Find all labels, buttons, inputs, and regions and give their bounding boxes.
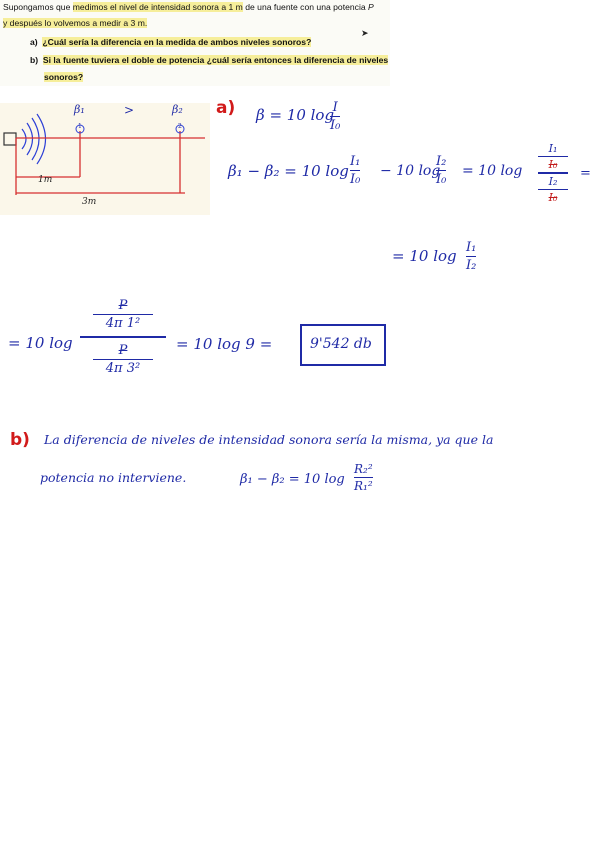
- equals-sign: =: [580, 166, 591, 181]
- question-text: Si la fuente tuviera el doble de potencia ¿cuál sería entonces la diferencia de niveles: [42, 55, 389, 65]
- problem-highlight: medimos el nivel de intensidad sonora a 1 m: [72, 2, 243, 12]
- question-label: b): [30, 55, 39, 65]
- level-formula: β = 10 log: [256, 106, 335, 124]
- problem-text: de una fuente con una potencia: [242, 2, 369, 12]
- power-symbol: P: [368, 2, 374, 12]
- fraction-numerator: I₁: [466, 240, 477, 255]
- power-numerator: P: [118, 298, 128, 313]
- minus-log-term: − 10 log: [380, 163, 441, 179]
- fraction-denominator: I₀: [350, 172, 361, 187]
- log-nine: = 10 log 9 =: [176, 335, 273, 353]
- fraction-i1-over-i0: [350, 154, 360, 187]
- mouse-cursor-icon: ➤: [361, 28, 369, 38]
- result-value: 9'542 db: [310, 336, 372, 352]
- problem-highlight: y después lo volvemos a medir a 3 m.: [3, 18, 148, 28]
- greater-than-sign: >: [124, 103, 135, 117]
- fraction-denominator: I₀: [548, 158, 558, 171]
- area-denominator: 4π 3²: [105, 361, 141, 376]
- log-line-3: = 10 log: [8, 334, 73, 352]
- log-line-2: = 10 log: [392, 247, 457, 265]
- point1-number: 1: [78, 123, 82, 130]
- question-b-cont: [44, 71, 83, 83]
- fraction-i1-over-i2: [466, 240, 476, 273]
- fraction-numerator: I₂: [548, 175, 558, 188]
- fraction-numerator: I₁: [548, 142, 558, 155]
- fraction-denominator: I₀: [330, 118, 341, 133]
- fraction-numerator: I: [332, 100, 338, 115]
- part-b-text-line-1: La diferencia de niveles de intensidad sonora sería la misma, ya que la: [44, 432, 494, 447]
- question-a: [30, 36, 311, 48]
- radius-ratio-fraction: [354, 462, 373, 493]
- point2-number: 2: [178, 123, 182, 130]
- distance-1m-label: 1m: [38, 175, 53, 185]
- equals-log: = 10 log: [462, 163, 523, 179]
- sound-source-diagram: [0, 103, 210, 215]
- fraction-i-over-i0: [330, 100, 340, 133]
- diagram-drawing: [0, 103, 210, 215]
- part-a-label: a): [216, 98, 236, 118]
- fraction-denominator: I₀: [548, 191, 558, 204]
- problem-line-2: [3, 17, 147, 29]
- power-ratio-fraction: [80, 298, 166, 376]
- area-denominator: 4π 1²: [105, 316, 141, 331]
- beta1-label: β₁: [74, 103, 85, 116]
- question-b: [30, 54, 388, 66]
- part-b-text-line-2: potencia no interviene.: [40, 470, 187, 485]
- result-box: [300, 324, 386, 366]
- problem-line-1: [3, 1, 374, 13]
- fraction-numerator: I₁: [350, 154, 361, 169]
- compound-fraction: [538, 142, 568, 204]
- question-text: sonoros?: [44, 72, 84, 82]
- part-b-equation: β₁ − β₂ = 10 log: [240, 472, 345, 487]
- fraction-denominator: I₂: [466, 258, 477, 273]
- fraction-numerator: R₂²: [354, 462, 373, 476]
- fraction-i2-over-i0: [436, 154, 446, 187]
- difference-lhs: β₁ − β₂ = 10 log: [228, 162, 349, 180]
- distance-3m-label: 3m: [82, 197, 97, 207]
- part-b-label: b): [10, 430, 30, 450]
- problem-text: Supongamos que: [3, 2, 73, 12]
- problem-statement: [0, 0, 390, 86]
- question-text: ¿Cuál sería la diferencia en la medida de ambos niveles sonoros?: [42, 37, 312, 47]
- power-numerator: P: [118, 343, 128, 358]
- beta2-label: β₂: [172, 103, 183, 116]
- fraction-denominator: R₁²: [354, 479, 373, 493]
- fraction-denominator: I₀: [436, 172, 447, 187]
- question-label: a): [30, 37, 38, 47]
- fraction-numerator: I₂: [436, 154, 447, 169]
